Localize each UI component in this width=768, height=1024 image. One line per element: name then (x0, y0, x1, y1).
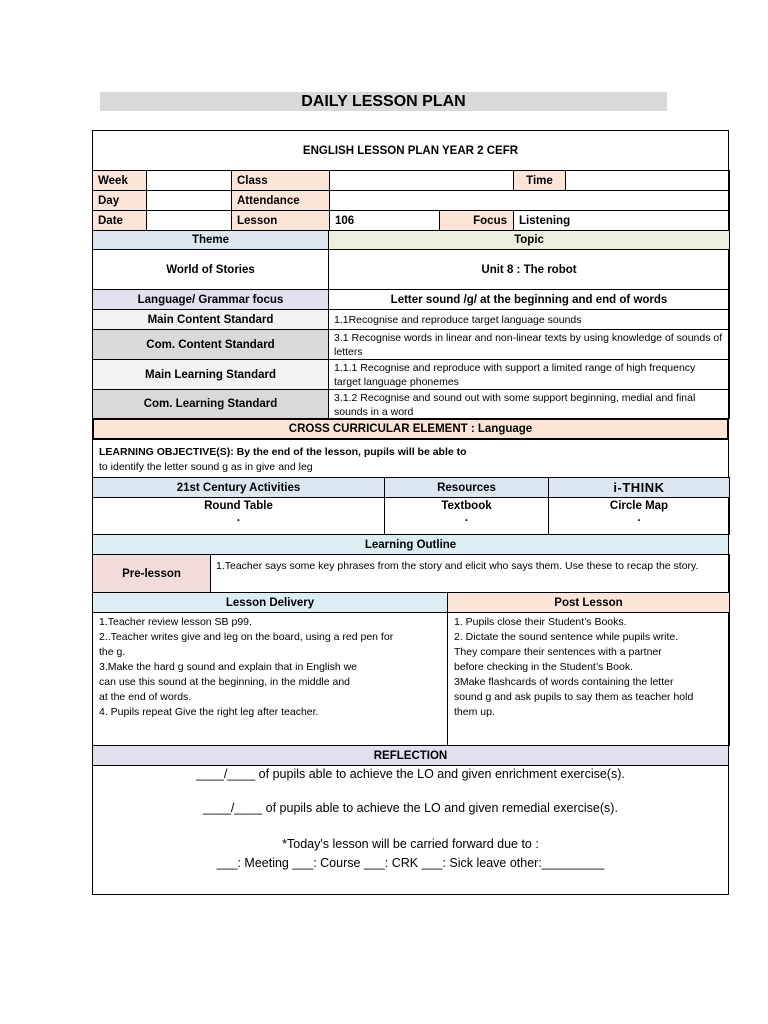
post-line: 3Make flashcards of words containing the letter (454, 676, 674, 688)
delivery-line: 4. Pupils repeat Give the right leg after teacher. (99, 706, 319, 718)
reflection-title: REFLECTION (92, 745, 729, 766)
time-label: Time (513, 170, 566, 191)
bullet-dot: . (464, 512, 469, 524)
standard-label: Com. Learning Standard (92, 389, 329, 419)
objective-heading: LEARNING OBJECTIVE(S): By the end of the lesson, pupils will be able to (99, 446, 467, 458)
post-line: 2. Dictate the sound sentence while pupils write. (454, 631, 679, 643)
standard-label: Main Learning Standard (92, 359, 329, 390)
class-value[interactable] (329, 170, 514, 191)
itink-value: Circle Map (609, 500, 669, 512)
post-line: They compare their sentences with a partner (454, 646, 662, 658)
attendance-value[interactable] (329, 190, 730, 211)
reflection-reasons: ___: Meeting ___: Course ___: CRK ___: Sick leave other:_________ (216, 856, 605, 870)
lesson-label: Lesson (231, 210, 330, 231)
pre-lesson-label: Pre-lesson (92, 554, 211, 593)
reflection-content (92, 765, 729, 895)
delivery-line: 3.Make the hard g sound and explain that in English we (99, 661, 358, 673)
plan-header: ENGLISH LESSON PLAN YEAR 2 CEFR (92, 130, 729, 171)
delivery-line: the g. (99, 646, 126, 658)
delivery-line: at the end of words. (99, 691, 192, 703)
time-value[interactable] (565, 170, 730, 191)
lesson-delivery-content (92, 612, 448, 746)
focus-label: Focus (439, 210, 514, 231)
post-line: 1. Pupils close their Student’s Books. (454, 616, 627, 628)
resources-label: Resources (384, 477, 549, 498)
standard-value: 3.1 Recognise words in linear and non-linear texts by using knowledge of sounds of letters (328, 329, 730, 360)
theme-label: Theme (92, 230, 329, 250)
bullet-dot: . (236, 512, 241, 524)
post-line: them up. (454, 706, 495, 718)
standard-value: 3.1.2 Recognise and sound out with some support beginning, medial and final sounds in a word (328, 389, 730, 419)
grammar-value: Letter sound /g/ at the beginning and end of words (328, 289, 730, 310)
lesson-plan-frame (92, 130, 729, 895)
date-value[interactable] (146, 210, 232, 231)
pre-lesson-text: 1.Teacher says some key phrases from the story and elicit who says them. Use these to recap the story. (210, 554, 730, 593)
learning-objective (92, 439, 729, 478)
day-value[interactable] (146, 190, 232, 211)
theme-value: World of Stories (92, 249, 329, 290)
lesson-delivery-label: Lesson Delivery (92, 592, 448, 613)
objective-text: to identify the letter sound g as in give and leg (99, 461, 313, 473)
post-line: sound g and ask pupils to say them as teacher hold (454, 691, 694, 703)
week-label: Week (92, 170, 147, 191)
day-label: Day (92, 190, 147, 211)
cross-curricular-element: CROSS CURRICULAR ELEMENT : Language (92, 418, 729, 440)
itink-cell (548, 497, 730, 535)
lesson-value: 106 (329, 210, 440, 231)
century-activities-label: 21st Century Activities (92, 477, 385, 498)
post-line: before checking in the Student’s Book. (454, 661, 634, 673)
date-label: Date (92, 210, 147, 231)
standard-value: 1.1.1 Recognise and reproduce with support a limited range of high frequency target language phonemes (328, 359, 730, 390)
reflection-remedial: ____/____ of pupils able to achieve the LO and given remedial exercise(s). (203, 801, 618, 815)
reflection-enrichment: ____/____ of pupils able to achieve the LO and given enrichment exercise(s). (196, 767, 625, 781)
learning-outline-title: Learning Outline (92, 534, 729, 555)
topic-label: Topic (328, 230, 730, 250)
delivery-line: can use this sound at the beginning, in the middle and (99, 676, 351, 688)
itink-label (548, 477, 730, 498)
week-value[interactable] (146, 170, 232, 191)
class-label: Class (231, 170, 330, 191)
topic-value: Unit 8 : The robot (328, 249, 730, 290)
itink-logo: i-THINK (613, 480, 665, 495)
focus-value: Listening (513, 210, 730, 231)
century-activities-cell (92, 497, 385, 535)
resources-cell (384, 497, 549, 535)
resources-value: Textbook (441, 500, 492, 512)
standard-value: 1.1Recognise and reproduce target language sounds (328, 309, 730, 330)
post-lesson-label: Post Lesson (447, 592, 730, 613)
grammar-label: Language/ Grammar focus (92, 289, 329, 310)
page-title: DAILY LESSON PLAN (100, 92, 667, 111)
bullet-dot: . (637, 512, 641, 524)
delivery-line: 1.Teacher review lesson SB p99. (99, 616, 252, 628)
attendance-label: Attendance (231, 190, 330, 211)
standard-label: Main Content Standard (92, 309, 329, 330)
reflection-carried-forward: *Today's lesson will be carried forward due to : (282, 837, 539, 851)
century-activities-value: Round Table (204, 500, 273, 512)
delivery-line: 2..Teacher writes give and leg on the board, using a red pen for (99, 631, 394, 643)
post-lesson-content (447, 612, 730, 746)
standard-label: Com. Content Standard (92, 329, 329, 360)
